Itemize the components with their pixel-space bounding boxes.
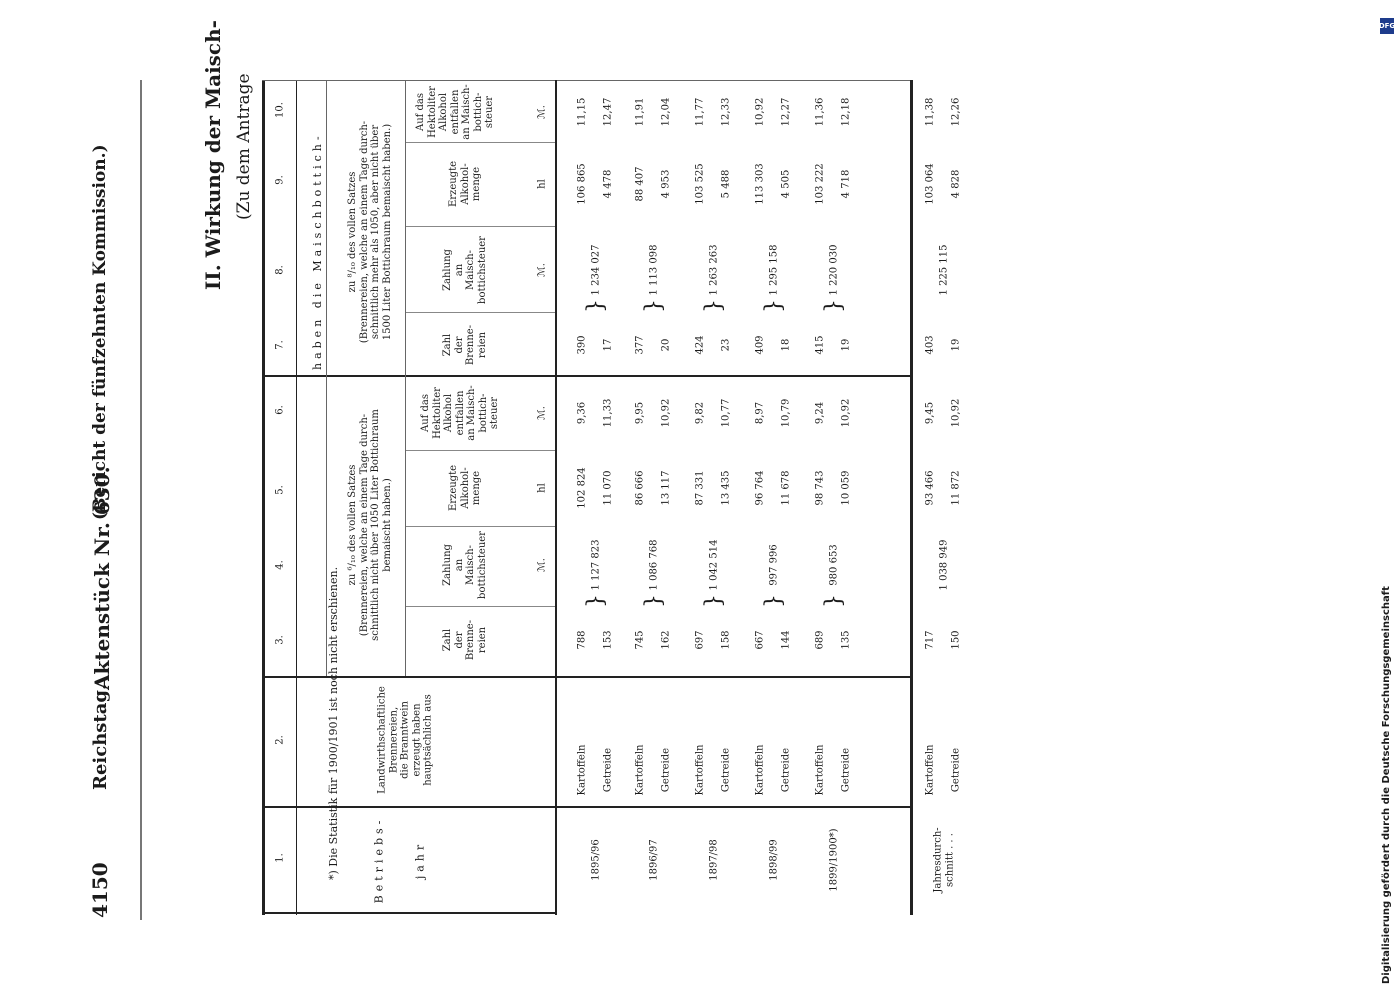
sep-col2-3: [262, 676, 912, 678]
cell-c7: 17: [602, 338, 614, 352]
cell-c10: 12,18: [840, 97, 852, 127]
cell-c10: 11,91: [634, 97, 646, 127]
cell-c6: 10,92: [660, 398, 672, 428]
cell-c3: 745: [634, 630, 646, 650]
sep-col1: [262, 912, 557, 914]
cell-c9: 103 525: [694, 163, 706, 205]
cell-c3: 158: [720, 630, 732, 650]
digitization-credit: Digitalisierung gefördert durch die Deutsche Forschungsgemeinschaft: [1381, 586, 1392, 984]
brace-mark: }: [701, 299, 727, 313]
cell-c4-merged: 1 042 514: [708, 539, 720, 591]
unit-hl-5: hl: [536, 483, 548, 493]
cell-c3: 788: [576, 630, 588, 650]
cell-c4-merged: 1 127 823: [590, 539, 602, 591]
cell-c8-merged: 1 234 027: [590, 244, 602, 296]
header-erzeugte-b: Erzeugte Alkohol- menge: [447, 160, 482, 208]
header-zahl-a: Zahl der Brenne- reien: [442, 619, 488, 661]
cell-c7: 415: [814, 335, 826, 355]
colnum-1: 1.: [274, 853, 286, 863]
cell-c8-merged: 1 113 098: [648, 244, 660, 296]
fuel-label: Kartoffeln: [754, 744, 766, 796]
fuel-label: Kartoffeln: [814, 744, 826, 796]
cell-c9: 4 828: [950, 169, 962, 199]
group-rule-2: [405, 80, 406, 676]
header-erzeugte-a: Erzeugte Alkohol- menge: [447, 464, 482, 512]
brace-mark: }: [641, 299, 667, 313]
dfg-logo: DFG: [1380, 18, 1394, 34]
fuel-label: Kartoffeln: [694, 744, 706, 796]
cell-c3: 150: [950, 630, 962, 650]
header-col2: Landwirthschaftliche Brennereien, die Branntwein erzeugt haben hauptsächlich aus: [376, 686, 434, 794]
colnum-8: 8.: [274, 265, 286, 275]
cell-c9: 103 064: [924, 163, 936, 205]
cell-c6: 9,82: [694, 401, 706, 425]
cell-c9: 4 953: [660, 169, 672, 199]
cell-c5: 86 666: [634, 470, 646, 506]
cell-c3: 144: [780, 630, 792, 650]
sep-col8-9: [405, 226, 555, 227]
year-label: 1896/97: [648, 839, 660, 881]
sep-col1-2: [262, 806, 912, 808]
sep-col6-7: [262, 375, 912, 377]
cell-c7: 377: [634, 335, 646, 355]
brace-mark: }: [821, 594, 847, 608]
brace-mark: }: [761, 299, 787, 313]
header-zahl-b: Zahl der Brenne- reien: [442, 324, 488, 366]
cell-c9: 4 505: [780, 169, 792, 199]
cell-c10: 11,36: [814, 97, 826, 127]
group-b-header: zu ⁸/₁₀ des vollen Satzes (Brennereien, welche an einem Tage durch- schnittlich mehr als 1050, aber nicht über 1500 Liter Bottichraum bemaischt haben.): [347, 120, 393, 344]
cell-c9: 4 718: [840, 169, 852, 199]
fuel-label: Getreide: [660, 747, 672, 793]
unit-mark-4: ℳ.: [536, 558, 548, 572]
cell-c7: 23: [720, 338, 732, 352]
cell-c10: 11,15: [576, 97, 588, 127]
cell-c4-merged: 1 038 949: [938, 539, 950, 591]
cell-c10: 10,92: [754, 97, 766, 127]
cell-c6: 11,33: [602, 398, 614, 428]
cell-c7: 20: [660, 338, 672, 352]
colnum-7: 7.: [274, 340, 286, 350]
cell-c6: 8,97: [754, 401, 766, 425]
colnum-rule-bottom: [296, 80, 297, 915]
year-label: 1899/1900*): [828, 828, 840, 892]
header-rule-bottom: [555, 80, 557, 915]
cell-c4-merged: 1 086 768: [648, 539, 660, 591]
unit-hl-9: hl: [536, 179, 548, 189]
brace-mark: }: [641, 594, 667, 608]
header-col1: Betriebs- jahr: [372, 816, 426, 904]
fuel-label: Kartoffeln: [634, 744, 646, 796]
colnum-6: 6.: [274, 405, 286, 415]
cell-c5: 10 059: [840, 470, 852, 506]
cell-c6: 9,36: [576, 401, 588, 425]
colnum-10: 10.: [274, 102, 286, 118]
header-zahlung-a: Zahlung an Maisch- bottichsteuer: [442, 531, 488, 599]
unit-mark-8: ℳ.: [536, 263, 548, 277]
cell-c9: 103 222: [814, 163, 826, 205]
head-rule: [140, 80, 142, 920]
cell-c5: 98 743: [814, 470, 826, 506]
colnum-rule-top: [262, 80, 265, 915]
section-subtitle: (Zu dem Antrage: [234, 73, 254, 220]
cell-c6: 10,92: [950, 398, 962, 428]
cell-c9: 106 865: [576, 163, 588, 205]
sep-col3-4: [405, 606, 555, 607]
brace-mark: }: [701, 594, 727, 608]
year-label: 1895/96: [590, 839, 602, 881]
cell-c7: 19: [840, 338, 852, 352]
colnum-3: 3.: [274, 635, 286, 645]
year-label: 1897/98: [708, 839, 720, 881]
colnum-4: 4.: [274, 560, 286, 570]
fuel-label: Getreide: [950, 747, 962, 793]
cell-c3: 717: [924, 630, 936, 650]
running-head-bericht: (Bericht der fünfzehnten Kommission.): [90, 144, 110, 520]
unit-mark-10: ℳ.: [536, 105, 548, 119]
cell-c5: 13 435: [720, 470, 732, 506]
cell-c6: 10,77: [720, 398, 732, 428]
haben-die-header: haben die Maischbottich-: [311, 132, 324, 370]
sep-col7-8: [405, 312, 555, 313]
brace-mark: }: [821, 299, 847, 313]
cell-c7: 19: [950, 338, 962, 352]
cell-c8-merged: 1 263 263: [708, 244, 720, 296]
cell-c7: 403: [924, 335, 936, 355]
cell-c10: 12,27: [780, 97, 792, 127]
page-number: 4150: [88, 862, 112, 918]
cell-c10: 12,26: [950, 97, 962, 127]
cell-c3: 135: [840, 630, 852, 650]
running-head-aktenstueck: Aktenstück Nr. 630.: [90, 466, 114, 690]
section-title: II. Wirkung der Maisch-: [201, 20, 225, 290]
cell-c5: 87 331: [694, 470, 706, 506]
average-label: Jahresdurch- schnitt . . .: [932, 827, 955, 893]
cell-c4-merged: 997 996: [768, 544, 780, 586]
fuel-label: Getreide: [720, 747, 732, 793]
cell-c3: 667: [754, 630, 766, 650]
sep-col5-6: [405, 450, 555, 451]
brace-mark: }: [583, 594, 609, 608]
sep-col4-5: [405, 526, 555, 527]
cell-c4-merged: 980 653: [828, 544, 840, 586]
group-a-header: zu ⁶/₁₀ des vollen Satzes (Brennereien, welche an einem Tage durch- schnittlich nicht über 1050 Liter Bottichraum bemaischt haben.): [347, 409, 393, 641]
cell-c5: 93 466: [924, 470, 936, 506]
fuel-label: Kartoffeln: [576, 744, 588, 796]
cell-c10: 11,77: [694, 97, 706, 127]
cell-c9: 5 488: [720, 169, 732, 199]
colnum-9: 9.: [274, 175, 286, 185]
colnum-5: 5.: [274, 485, 286, 495]
cell-c7: 390: [576, 335, 588, 355]
average-rule: [910, 80, 913, 915]
cell-c3: 697: [694, 630, 706, 650]
cell-c9: 113 303: [754, 163, 766, 205]
brace-mark: }: [761, 594, 787, 608]
cell-c6: 9,95: [634, 401, 646, 425]
cell-c5: 11 872: [950, 470, 962, 506]
cell-c5: 13 117: [660, 470, 672, 506]
cell-c5: 11 070: [602, 470, 614, 506]
cell-c5: 102 824: [576, 467, 588, 509]
cell-c3: 162: [660, 630, 672, 650]
year-label: 1898/99: [768, 839, 780, 881]
fuel-label: Kartoffeln: [924, 744, 936, 796]
cell-c9: 4 478: [602, 169, 614, 199]
cell-c10: 11,38: [924, 97, 936, 127]
cell-c10: 12,47: [602, 97, 614, 127]
cell-c7: 409: [754, 335, 766, 355]
cell-c6: 9,24: [814, 401, 826, 425]
sep-col-top: [262, 80, 912, 81]
brace-mark: }: [583, 299, 609, 313]
header-zahlung-b: Zahlung an Maisch- bottichsteuer: [442, 236, 488, 304]
cell-c5: 11 678: [780, 470, 792, 506]
cell-c3: 689: [814, 630, 826, 650]
cell-c6: 10,79: [780, 398, 792, 428]
cell-c8-merged: 1 295 158: [768, 244, 780, 296]
running-head-reichstag: Reichstag.: [90, 683, 111, 790]
fuel-label: Getreide: [780, 747, 792, 793]
cell-c7: 424: [694, 335, 706, 355]
fuel-label: Getreide: [840, 747, 852, 793]
cell-c10: 12,33: [720, 97, 732, 127]
cell-c6: 9,45: [924, 401, 936, 425]
cell-c8-merged: 1 225 115: [938, 244, 950, 296]
cell-c5: 96 764: [754, 470, 766, 506]
unit-mark-6: ℳ.: [536, 406, 548, 420]
header-aufdas-b: Auf das Hektoliter Alkohol entfallen an Maisch- bottich- steuer: [414, 84, 495, 140]
header-aufdas-a: Auf das Hektoliter Alkohol entfallen an Maisch- bottich- steuer: [419, 385, 500, 441]
fuel-label: Getreide: [602, 747, 614, 793]
colnum-2: 2.: [274, 735, 286, 745]
cell-c6: 10,92: [840, 398, 852, 428]
cell-c9: 88 407: [634, 166, 646, 202]
cell-c8-merged: 1 220 030: [828, 244, 840, 296]
cell-c10: 12,04: [660, 97, 672, 127]
cell-c3: 153: [602, 630, 614, 650]
cell-c7: 18: [780, 338, 792, 352]
footnote: *) Die Statistik für 1900/1901 ist noch nicht erschienen.: [327, 566, 340, 880]
sep-col9-10: [405, 142, 555, 143]
